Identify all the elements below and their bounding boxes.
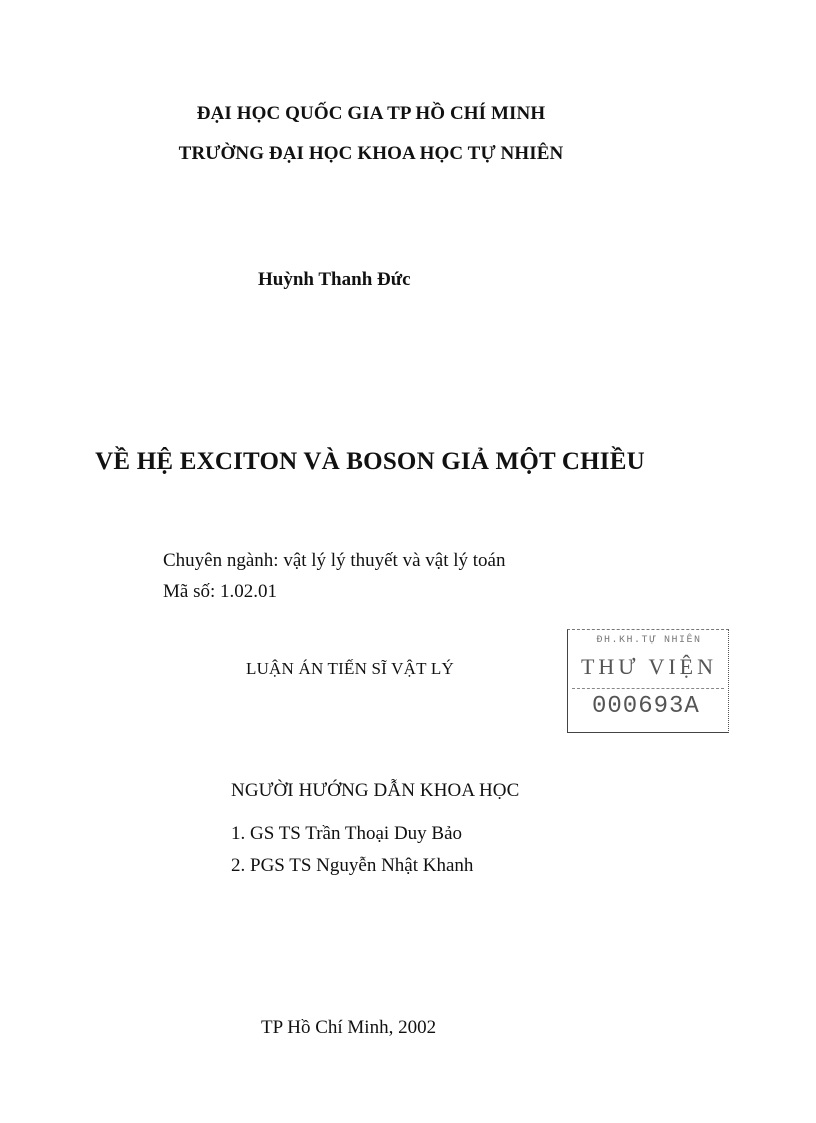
advisors-heading: NGƯỜI HƯỚNG DẪN KHOA HỌC — [231, 780, 520, 801]
stamp-divider — [572, 688, 724, 689]
specialization: Chuyên ngành: vật lý lý thuyết và vật lý toán — [163, 550, 506, 571]
degree-title: LUẬN ÁN TIẾN SĨ VẬT LÝ — [246, 659, 454, 678]
university-name: ĐẠI HỌC QUỐC GIA TP HỒ CHÍ MINH — [196, 103, 546, 124]
city-year: TP Hồ Chí Minh, 2002 — [261, 1017, 437, 1038]
stamp-accession-number: 000693A — [592, 693, 700, 720]
advisor-item: 1. GS TS Trần Thoại Duy Bảo — [231, 823, 463, 844]
faculty-name: TRƯỜNG ĐẠI HỌC KHOA HỌC TỰ NHIÊN — [178, 143, 564, 164]
specialization-code: Mã số: 1.02.01 — [163, 581, 277, 602]
stamp-library-label: THƯ VIỆN — [580, 654, 718, 679]
library-stamp — [567, 629, 729, 733]
author-name: Huỳnh Thanh Đức — [258, 269, 411, 290]
stamp-organization: ĐH.KH.TỰ NHIÊN — [596, 635, 702, 646]
advisor-item: 2. PGS TS Nguyễn Nhật Khanh — [231, 855, 474, 876]
thesis-title: VỀ HỆ EXCITON VÀ BOSON GIẢ MỘT CHIỀU — [95, 448, 645, 475]
